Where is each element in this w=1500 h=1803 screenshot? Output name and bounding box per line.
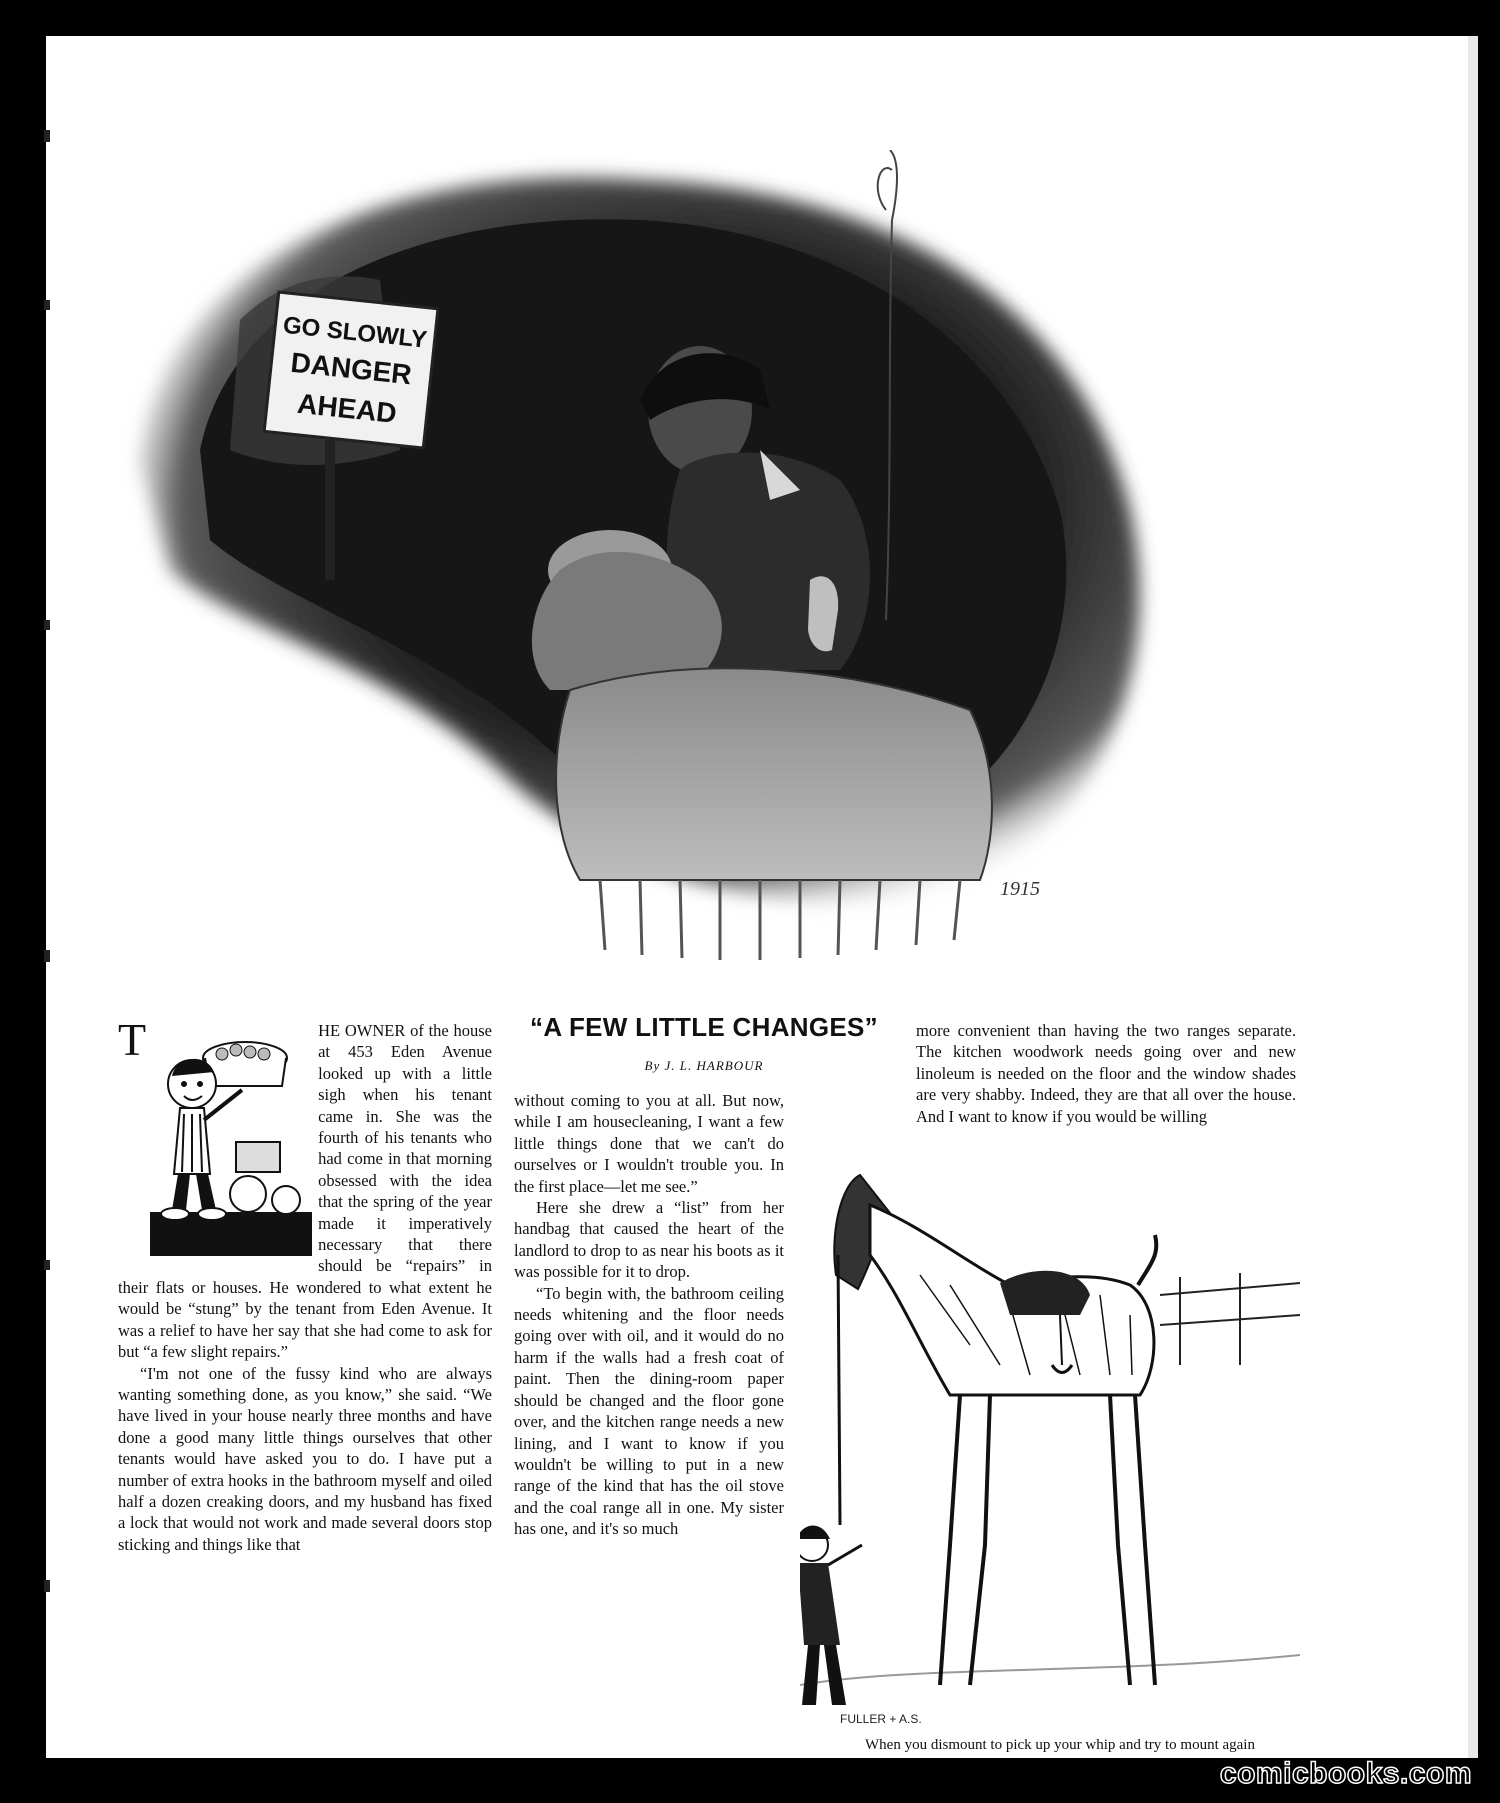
cartoon-signature: FULLER + A.S. — [840, 1712, 922, 1725]
article-title: “A FEW LITTLE CHANGES” — [530, 1012, 878, 1042]
article-paragraph: Here she drew a “list” from her handbag that caused the heart of the landlord to drop to as near his boots as it was possible for it to drop. — [514, 1198, 784, 1282]
sign-line: DANGER — [289, 346, 414, 391]
binding-mark — [44, 130, 50, 142]
page-edge — [1468, 36, 1478, 1758]
article-paragraph: HE OWNER of the house at 453 Eden Avenue looked up with a little sigh when his tenant came in. She was the fourth of his tenants who had come in that morning obsessed with the idea that the spring of the year made it imperatively necessary that there should be “repairs” in their flats or houses. He wondered to what extent he would be “stung” by the tenant from Eden Avenue. It was a relief to have her say that she had come to ask for but “a few slight repairs.” — [118, 1021, 492, 1362]
article-paragraph: “I'm not one of the fussy kind who are always wanting something done, as you know,” she said. “We have lived in your house nearly three months and have done a good many little things ourselves that other tenants would have asked you to do. I have put a number of extra hooks in the bathroom myself and oiled half a dozen creaking doors, and my husband has fixed a lock that would not work and made several doors stop sticking and things like that — [118, 1363, 492, 1554]
cartoon-caption: When you dismount to pick up your whip and try to mount again — [865, 1737, 1255, 1753]
binding-mark — [44, 620, 50, 630]
binding-mark — [44, 1260, 50, 1270]
binding-mark — [44, 950, 50, 962]
article-column-3 — [916, 1020, 1296, 1127]
site-watermark: comicbooks.com — [1219, 1757, 1472, 1790]
warning-sign — [264, 292, 438, 448]
article-byline: By J. L. HARBOUR — [644, 1058, 764, 1073]
binding-mark — [44, 1580, 50, 1592]
article-paragraph: more convenient than having the two ranges separate. The kitchen woodwork needs going over and new linoleum is needed on the floor and the window shades are very shabby. Indeed, they are that all over the house. And I want to know if you would be willing — [916, 1021, 1296, 1126]
article-paragraph: without coming to you at all. But now, while I am housecleaning, I want a few little things done that we can't do ourselves or I wouldn't trouble you. In the first place—let me see.” — [514, 1091, 784, 1196]
couple-illustration — [80, 150, 1190, 970]
sign-line: AHEAD — [295, 387, 399, 429]
waiter-cartoon — [150, 1024, 312, 1262]
article-paragraph: “To begin with, the bathroom ceiling needs whitening and the floor needs going over with oil, and it would do no harm if the walls had a fresh coat of paint. Then the dining-room paper should be changed and the floor gone over, and the kitchen range needs a new lining, and I want to know if you wouldn't be willing to put in a new range of the kind that has the oil stove and the coal range all in one. My sister has one, and it's so much — [514, 1283, 784, 1539]
article-column-1 — [118, 1014, 492, 1555]
binding-mark — [44, 300, 50, 310]
sign-line: GO SLOWLY — [281, 311, 429, 354]
article-column-2 — [514, 1090, 784, 1540]
horse-cartoon — [800, 1165, 1300, 1725]
artist-signature: 1915 — [1000, 878, 1040, 900]
drop-cap: T — [118, 1014, 147, 1065]
